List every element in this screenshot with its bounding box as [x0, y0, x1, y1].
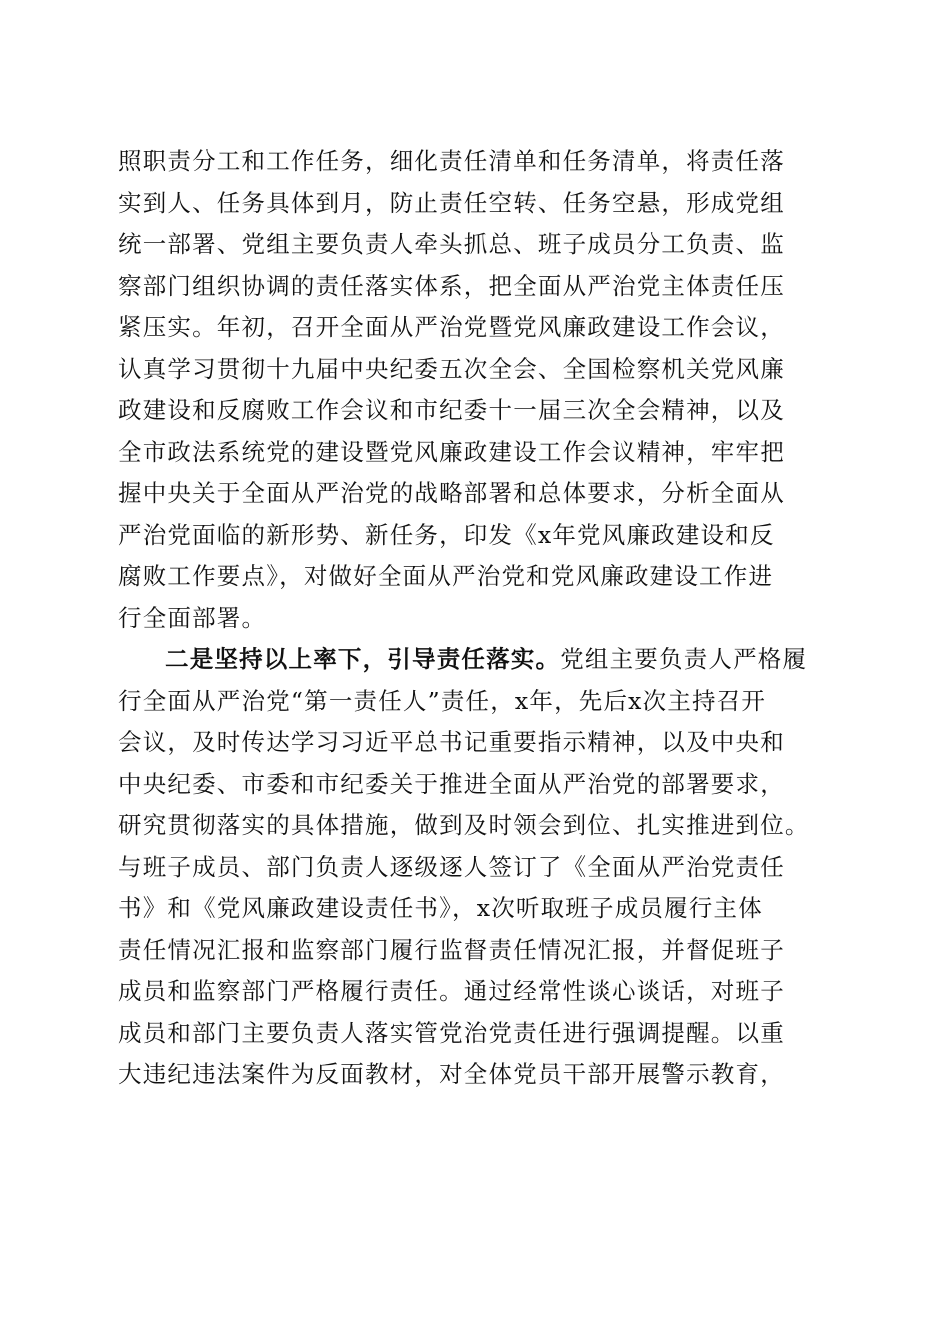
text-line: 认真学习贯彻十九届中央纪委五次全会、全国检察机关党风廉 — [118, 354, 785, 383]
text-line: 大违纪违法案件为反面教材，对全体党员干部开展警示教育， — [118, 1060, 785, 1088]
text-line: 照职责分工和工作任务，细化责任清单和任务清单，将责任落 — [118, 147, 785, 175]
text-line: 与班子成员、部门负责人逐级逐人签订了《全面从严治党责任 — [118, 852, 785, 881]
text-line: 严治党面临的新形势、新任务，印发《x年党风廉政建设和反 — [118, 520, 775, 549]
text-line: 腐败工作要点》，对做好全面从严治党和党风廉政建设工作进 — [118, 562, 774, 590]
paragraph-heading: 二是坚持以上率下，引导责任落实。 — [165, 645, 561, 673]
text-line: 会议，及时传达学习习近平总书记重要指示精神，以及中央和 — [118, 728, 785, 756]
text-line: 行全面从严治党“第一责任人”责任，x年，先后x次主持召开 — [118, 686, 767, 715]
text-line: 全市政法系统党的建设暨党风廉政建设工作会议精神，牢牢把 — [118, 437, 785, 466]
body-text — [118, 141, 838, 1096]
paragraph-text: 党组主要负责人严格履 — [560, 645, 808, 673]
text-line: 实到人、任务具体到月，防止责任空转、任务空悬，形成党组 — [118, 188, 785, 217]
text-line: 责任情况汇报和监察部门履行监督责任情况汇报，并督促班子 — [118, 935, 785, 964]
text-line: 中央纪委、市委和市纪委关于推进全面从严治党的部署要求， — [118, 769, 785, 798]
text-line: 成员和部门主要负责人落实管党治党责任进行强调提醒。以重 — [118, 1018, 785, 1047]
text-line: 行全面部署。 — [118, 603, 267, 632]
text-line: 成员和监察部门严格履行责任。通过经常性谈心谈话，对班子 — [118, 977, 785, 1005]
text-line: 察部门组织协调的责任落实体系，把全面从严治党主体责任压 — [118, 271, 785, 300]
paragraph-2-first-line — [118, 639, 838, 681]
text-line: 紧压实。年初，召开全面从严治党暨党风廉政建设工作会议， — [118, 313, 785, 341]
text-line: 握中央关于全面从严治党的战略部署和总体要求，分析全面从 — [118, 479, 785, 507]
text-line: 研究贯彻落实的具体措施，做到及时领会到位、扎实推进到位。 — [118, 811, 810, 839]
text-line: 统一部署、党组主要负责人牵头抓总、班子成员分工负责、监 — [118, 230, 785, 258]
text-line: 政建设和反腐败工作会议和市纪委十一届三次全会精神，以及 — [118, 396, 785, 424]
text-line: 书》和《党风廉政建设责任书》，x次听取班子成员履行主体 — [118, 894, 763, 922]
